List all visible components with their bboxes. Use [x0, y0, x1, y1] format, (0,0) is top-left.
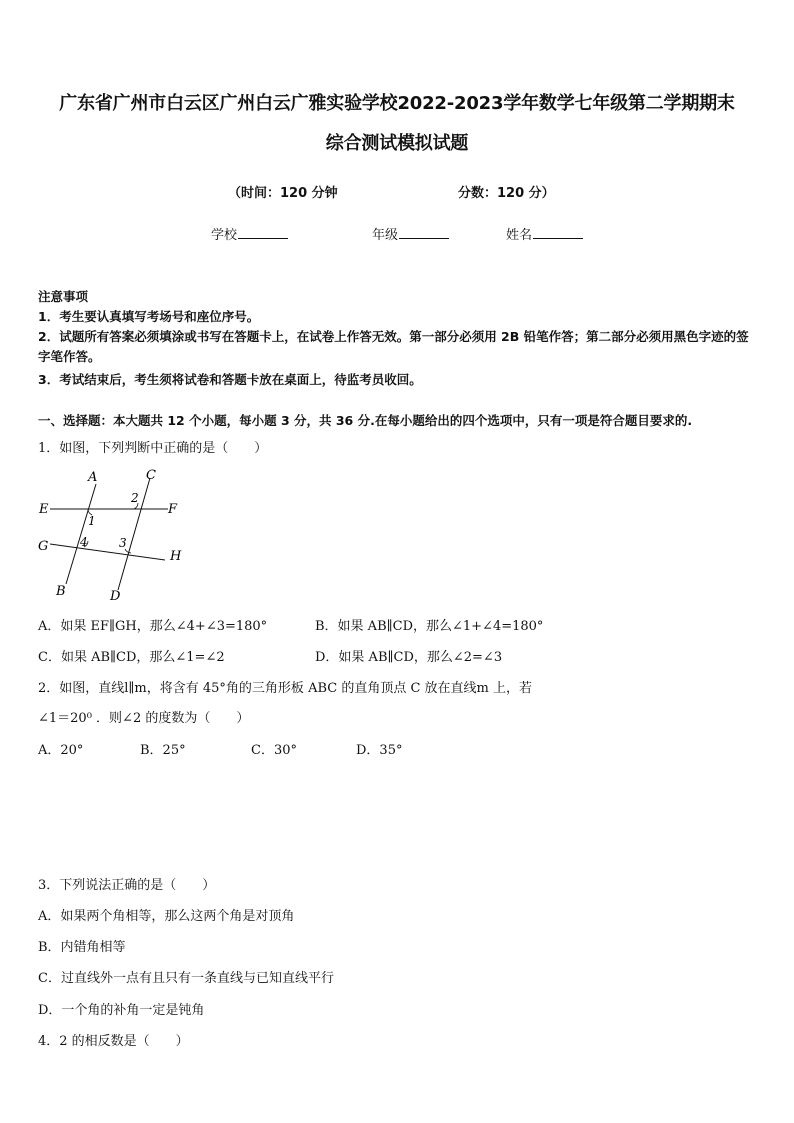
label-angle-4: 4	[80, 535, 88, 549]
label-f: F	[168, 502, 178, 517]
exam-title-line1: 广东省广州市白云区广州白云广雅实验学校2022-2023学年数学七年级第二学期期末	[59, 93, 735, 114]
grade-field[interactable]	[372, 224, 449, 243]
q2-option-b[interactable]: B．25°	[140, 743, 186, 758]
q4-stem: 4．2 的相反数是（ ）	[38, 1034, 189, 1049]
exam-time: （时间：120 分钟	[228, 186, 338, 201]
label-e: E	[39, 502, 49, 517]
q1-stem: 1．如图，下列判断中正确的是（ ）	[38, 441, 268, 456]
exam-score: 分数：120 分）	[458, 186, 555, 201]
label-angle-2: 2	[131, 491, 139, 505]
notice-heading: 注意事项	[38, 289, 89, 304]
name-label: 姓名	[506, 228, 533, 243]
q2-option-c[interactable]: C．30°	[251, 743, 297, 758]
q1-option-b[interactable]: B．如果 AB∥CD，那么∠1+∠4=180°	[315, 619, 544, 634]
school-field[interactable]	[211, 224, 288, 243]
grade-blank[interactable]	[399, 226, 449, 239]
q1-figure	[30, 462, 200, 604]
notice-item-3: 3．考试结束后，考生须将试卷和答题卡放在桌面上，待监考员收回。	[38, 372, 422, 387]
q2-stem-line2: ∠1＝20⁰ ．则∠2 的度数为（ ）	[38, 711, 250, 726]
notice-item-1: 1．考生要认真填写考场号和座位序号。	[38, 309, 260, 324]
section1-heading: 一、选择题：本大题共 12 个小题，每小题 3 分，共 36 分.在每小题给出的四个选项中，只有一项是符合题目要求的.	[38, 413, 693, 428]
q3-option-b[interactable]: B．内错角相等	[38, 940, 126, 955]
line-gh	[50, 544, 165, 560]
q3-option-d[interactable]: D．一个角的补角一定是钝角	[38, 1003, 205, 1018]
q2-option-a[interactable]: A．20°	[38, 743, 84, 758]
label-b: B	[56, 584, 66, 599]
notice-item-2: 2．试题所有答案必须填涂或书写在答题卡上，在试卷上作答无效。第一部分必须用 2B 铅笔作答；第二部分必须用黑色字迹的签字笔作答。	[38, 329, 749, 364]
label-angle-1: 1	[88, 514, 96, 528]
label-g: G	[38, 539, 49, 554]
line-ab	[66, 484, 96, 584]
label-d: D	[110, 589, 121, 604]
label-c: C	[146, 468, 156, 483]
q2-option-d[interactable]: D．35°	[356, 743, 403, 758]
grade-label: 年级	[372, 228, 399, 243]
q1-option-c[interactable]: C．如果 AB∥CD，那么∠1=∠2	[38, 650, 225, 665]
name-field[interactable]	[506, 224, 583, 243]
exam-title-line2: 综合测试模拟试题	[325, 133, 469, 154]
name-blank[interactable]	[533, 226, 583, 239]
q1-option-d[interactable]: D．如果 AB∥CD，那么∠2=∠3	[315, 650, 503, 665]
school-label: 学校	[211, 228, 238, 243]
label-a: A	[88, 470, 98, 485]
q2-stem-line1: 2．如图，直线l∥m，将含有 45°角的三角形板 ABC 的直角顶点 C 放在直线m 上，若	[38, 681, 533, 696]
school-blank[interactable]	[238, 226, 288, 239]
label-h: H	[170, 549, 182, 564]
q1-option-a[interactable]: A．如果 EF∥GH，那么∠4+∠3=180°	[38, 619, 268, 634]
label-angle-3: 3	[119, 536, 127, 550]
q3-option-c[interactable]: C．过直线外一点有且只有一条直线与已知直线平行	[38, 971, 334, 986]
q3-option-a[interactable]: A．如果两个角相等，那么这两个角是对顶角	[38, 909, 295, 924]
q3-stem: 3．下列说法正确的是（ ）	[38, 878, 216, 893]
